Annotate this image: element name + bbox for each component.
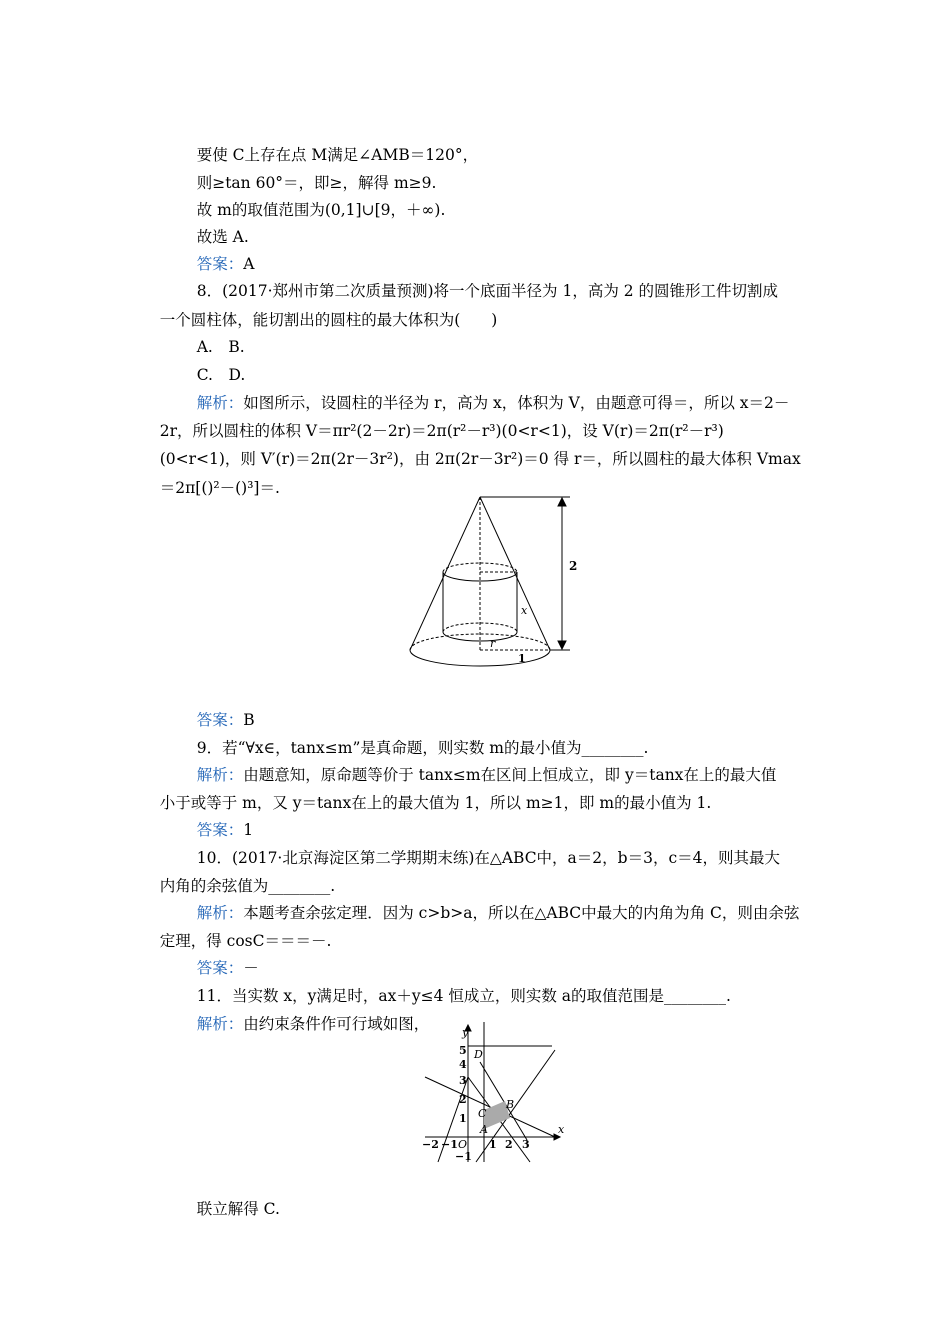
x-tick: 3 <box>522 1138 530 1151</box>
text-line <box>177 1179 950 1239</box>
x-tick: −1 <box>441 1138 458 1151</box>
line-text: B <box>243 711 255 729</box>
line-text: 1 <box>243 821 254 839</box>
x-tick: 2 <box>505 1138 513 1151</box>
line-text: 8．(2017·郑州市第二次质量预测)将一个底面半径为 1，高为 2 的圆锥形工件切割成 <box>196 282 779 300</box>
solution-label: 解析： <box>196 766 244 784</box>
line-text: A. B. <box>196 338 245 356</box>
line-text: A <box>243 255 255 273</box>
y-tick: 4 <box>459 1058 467 1071</box>
answer-label: 答案： <box>196 821 244 839</box>
line-text: 一个圆柱体，能切割出的圆柱的最大体积为( ) <box>159 311 498 329</box>
point-a-label: A <box>480 1123 488 1136</box>
line-text: 由约束条件作可行域如图， <box>243 1015 430 1033</box>
line-text: 故 m的取值范围为(0,1]∪[9，＋∞). <box>196 201 446 219</box>
x-tick: 1 <box>489 1138 497 1151</box>
line-text: 由题意知，原命题等价于 tanx≤m在区间上恒成立，即 y＝tanx在上的最大值 <box>243 766 777 784</box>
line-text: C. D. <box>196 366 246 384</box>
line-text: － <box>243 959 259 977</box>
solution-label: 解析： <box>196 394 244 412</box>
line-text: 故选 A. <box>196 228 249 246</box>
line-text: 小于或等于 m，又 y＝tanx在上的最大值为 1，所以 m≥1，即 m的最小值为 1. <box>159 794 712 812</box>
answer-label: 答案： <box>196 711 244 729</box>
x-tick: −2 <box>422 1138 439 1151</box>
x-axis-label: x <box>558 1123 565 1136</box>
y-tick: 3 <box>459 1074 467 1087</box>
point-c-label: C <box>478 1107 487 1120</box>
y-axis-label: y <box>462 1026 469 1039</box>
line-text: ＝2π[()²－()³]＝. <box>159 479 280 497</box>
line-text: 则≥tan 60°＝，即≥，解得 m≥9. <box>196 174 437 192</box>
line-text: 11．当实数 x，y满足时，ax＋y≤4 恒成立，则实数 a的取值范围是________. <box>196 987 731 1005</box>
cone-cylinder-figure <box>390 490 590 682</box>
y-tick: −1 <box>455 1150 472 1163</box>
radius-label: 1 <box>518 652 526 665</box>
line-text: 9．若“∀x∈，tanx≤m”是真命题，则实数 m的最小值为________. <box>196 739 649 757</box>
line-text: 要使 C上存在点 M满足∠AMB＝120°， <box>196 146 479 164</box>
line-text: (0<r<1)，则 V′(r)＝2π(2r－3r²)，由 2π(2r－3r²)＝0 得 r＝，所以圆柱的最大体积 Vmax <box>159 450 801 468</box>
origin-label: O <box>458 1138 468 1151</box>
line-text: 定理，得 cosC＝＝＝－. <box>159 932 332 950</box>
answer-label: 答案： <box>196 959 244 977</box>
feasible-region-diagram <box>420 1022 570 1166</box>
line-text: 联立解得 C. <box>196 1200 280 1218</box>
line-text: 本题考查余弦定理．因为 c>b>a，所以在△ABC中最大的内角为角 C，则由余弦 <box>243 904 800 922</box>
point-d-label: D <box>474 1048 483 1061</box>
cone-cylinder-diagram <box>390 490 590 682</box>
line-text: 内角的余弦值为________. <box>159 877 336 895</box>
x-label: x <box>521 604 528 617</box>
y-tick: 5 <box>459 1044 467 1057</box>
line-text: 2r，所以圆柱的体积 V＝πr²(2－2r)＝2π(r²－r³)(0<r<1)，设 V(r)＝2π(r²－r³) <box>159 422 724 440</box>
point-b-label: B <box>506 1098 515 1111</box>
solution-label: 解析： <box>196 904 244 922</box>
line-text: 如图所示，设圆柱的半径为 r，高为 x，体积为 V，由题意可得＝，所以 x＝2－ <box>243 394 790 412</box>
answer-label: 答案： <box>196 255 244 273</box>
y-tick: 1 <box>459 1112 467 1125</box>
r-label: r <box>490 637 496 650</box>
solution-label: 解析： <box>196 1015 244 1033</box>
height-label: 2 <box>569 559 578 573</box>
feasible-region-figure <box>420 1022 570 1166</box>
y-tick: 2 <box>459 1093 467 1106</box>
line-text: 10．(2017·北京海淀区第二学期期末练)在△ABC中，a＝2，b＝3，c＝4，则其最大 <box>196 849 780 867</box>
